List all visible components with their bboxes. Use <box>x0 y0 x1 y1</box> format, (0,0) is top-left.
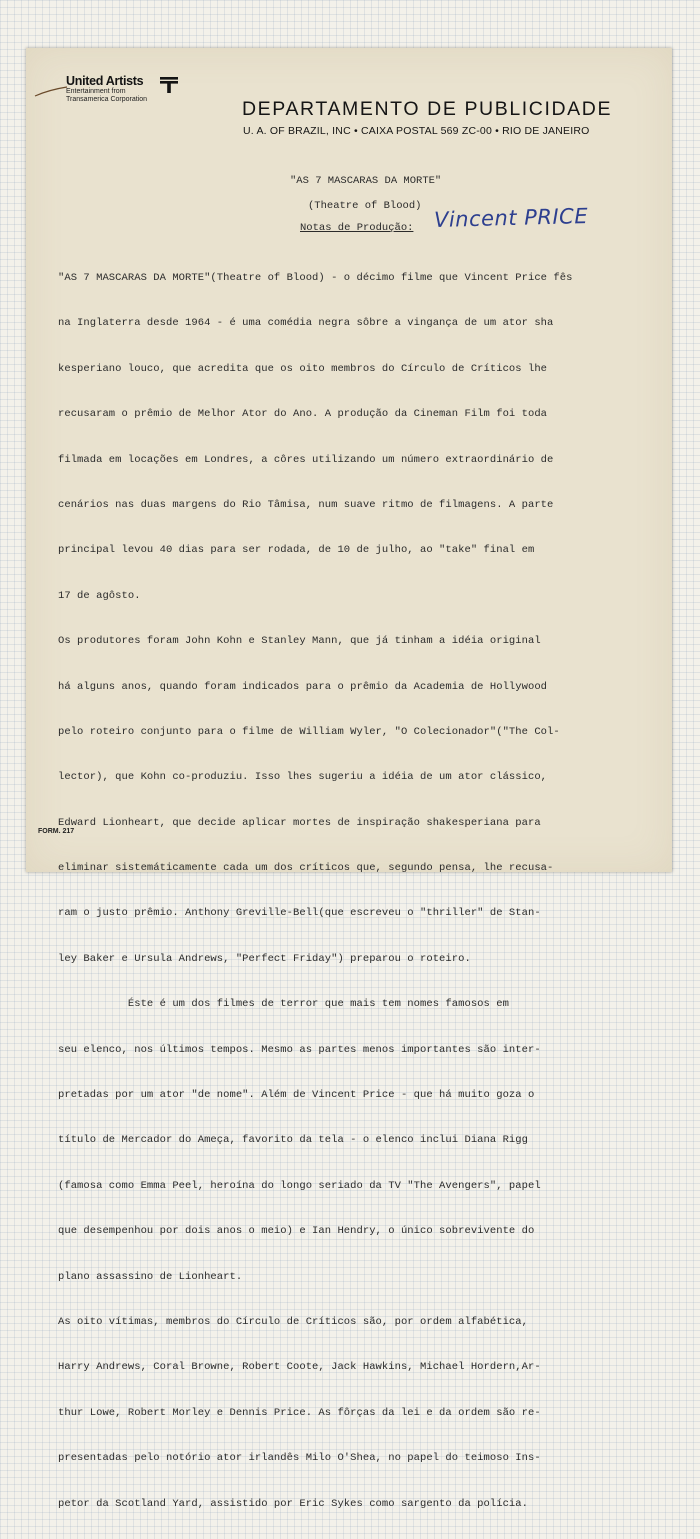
body-line: recusaram o prêmio de Melhor Ator do Ano. A produção da Cineman Film foi toda <box>58 408 548 421</box>
body-line: cenários nas duas margens do Rio Tâmisa, num suave ritmo de filmagens. A parte <box>58 498 554 511</box>
transamerica-t-icon <box>160 77 178 93</box>
body-line: lector), que Kohn co-produziu. Isso lhes sugeriu a idéia de um ator clássico, <box>58 771 548 784</box>
body-line: seu elenco, nos últimos tempos. Mesmo as partes menos importantes são inter- <box>58 1043 541 1056</box>
body-line: Os produtores foram John Kohn e Stanley Mann, que já tinham a idéia original <box>58 635 541 648</box>
united-artists-logo <box>66 74 147 103</box>
body-line: eliminar sistemáticamente cada um dos críticos que, segundo pensa, lhe recusa- <box>58 862 554 875</box>
film-original-title: (Theatre of Blood) <box>308 200 422 212</box>
production-notes-label: Notas de Produção: <box>300 222 414 234</box>
department-title: DEPARTAMENTO DE PUBLICIDADE <box>242 98 613 120</box>
body-line: Edward Lionheart, que decide aplicar mortes de inspiração shakesperiana para <box>58 816 541 829</box>
body-line: principal levou 40 dias para ser rodada, de 10 de julho, ao "take" final em <box>58 544 535 557</box>
body-line: Éste é um dos filmes de terror que mais tem nomes famosos em <box>58 998 509 1011</box>
body-line: 17 de agôsto. <box>58 589 141 602</box>
body-line: há alguns anos, quando foram indicados para o prêmio da Academia de Hollywood <box>58 680 548 693</box>
body-line: Harry Andrews, Coral Browne, Robert Coote, Jack Hawkins, Michael Hordern,Ar- <box>58 1361 541 1374</box>
body-line: pelo roteiro conjunto para o filme de William Wyler, "O Colecionador"("The Col- <box>58 725 560 738</box>
body-line: que desempenhou por dois anos o meio) e Ian Hendry, o único sobrevivente do <box>58 1225 535 1238</box>
body-line: thur Lowe, Robert Morley e Dennis Price. As fôrças da lei e da ordem são re- <box>58 1406 541 1419</box>
pen-stroke-mark <box>34 86 68 98</box>
body-line: petor da Scotland Yard, assistido por Eric Sykes como sargento da polícia. <box>58 1497 528 1510</box>
body-line: filmada em locações em Londres, a côres utilizando um número extraordinário de <box>58 453 554 466</box>
body-line: (famosa como Emma Peel, heroína do longo seriado da TV "The Avengers", papel <box>58 1179 541 1192</box>
body-line: título de Mercador do Ameça, favorito da tela - o elenco inclui Diana Rigg <box>58 1134 528 1147</box>
brand-name: United Artists <box>66 74 144 88</box>
letterhead-address: U. A. OF BRAZIL, INC • CAIXA POSTAL 569 ZC-00 • RIO DE JANEIRO <box>243 125 590 137</box>
brand-tagline-line2: Transamerica Corporation <box>66 95 148 103</box>
brand-tagline-line1: Entertainment from <box>66 88 126 95</box>
form-number: FORM. 217 <box>38 828 75 835</box>
film-title: "AS 7 MASCARAS DA MORTE" <box>290 175 442 187</box>
body-line: As oito vítimas, membros do Círculo de Críticos são, por ordem alfabética, <box>58 1315 528 1328</box>
handwritten-annotation: Vincent PRICE <box>433 203 589 233</box>
body-line: "AS 7 MASCARAS DA MORTE"(Theatre of Blood) - o décimo filme que Vincent Price fês <box>58 272 573 284</box>
body-line: pretadas por um ator "de nome". Além de Vincent Price - que há muito goza o <box>58 1089 535 1102</box>
body-line: kesperiano louco, que acredita que os oito membros do Círculo de Críticos lhe <box>58 362 548 375</box>
document-page <box>26 48 672 1510</box>
body-text <box>58 244 668 1539</box>
body-line: ley Baker e Ursula Andrews, "Perfect Friday") preparou o roteiro. <box>58 952 471 965</box>
body-line: plano assassino de Lionheart. <box>58 1270 243 1283</box>
body-line: presentadas pelo notório ator irlandês Milo O'Shea, no papel do teimoso Ins- <box>58 1452 541 1465</box>
body-line: ram o justo prêmio. Anthony Greville-Bell(que escreveu o "thriller" de Stan- <box>58 907 541 920</box>
body-line: na Inglaterra desde 1964 - é uma comédia negra sôbre a vingança de um ator sha <box>58 317 554 330</box>
